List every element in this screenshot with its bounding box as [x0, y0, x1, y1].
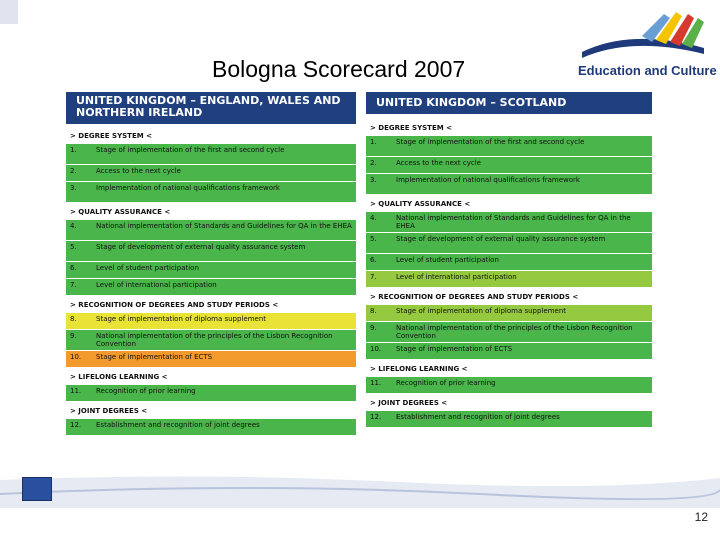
row-text: Stage of implementation of the first and second cycle [96, 146, 285, 154]
row-text: Level of student participation [396, 256, 499, 264]
indicator-row-5 [366, 233, 652, 253]
logo-text: Education and Culture [578, 63, 717, 78]
section-recognition: > RECOGNITION OF DEGREES AND STUDY PERIODS < [70, 301, 279, 309]
section-quality-assurance: > QUALITY ASSURANCE < [70, 208, 171, 216]
row-number: 6. [370, 256, 377, 264]
indicator-row-2 [66, 165, 356, 181]
row-text: Stage of implementation of diploma supplement [396, 307, 567, 315]
row-text: National implementation of the principles of the Lisbon Recognition Convention [96, 332, 333, 348]
indicator-row-11 [366, 377, 652, 393]
card-header: UNITED KINGDOM – SCOTLAND [366, 92, 652, 114]
row-text: Implementation of national qualifications framework [396, 176, 580, 184]
row-number: 9. [370, 324, 377, 332]
slide-title: Bologna Scorecard 2007 [212, 56, 466, 82]
row-text: Establishment and recognition of joint degrees [396, 413, 560, 421]
section-lifelong-learning: > LIFELONG LEARNING < [370, 365, 468, 373]
row-text: Stage of implementation of ECTS [96, 353, 213, 361]
indicator-row-9 [366, 322, 652, 342]
indicator-row-3 [366, 174, 652, 194]
section-degree-system: > DEGREE SYSTEM < [370, 124, 453, 132]
indicator-row-7 [66, 279, 356, 295]
indicator-row-3 [66, 182, 356, 202]
row-number: 5. [70, 243, 77, 251]
indicator-row-8 [66, 313, 356, 329]
indicator-row-5 [66, 241, 356, 261]
row-number: 4. [70, 222, 77, 230]
row-text: Stage of implementation of diploma supplement [96, 315, 267, 323]
row-text: Access to the next cycle [396, 159, 481, 167]
scorecard-scotland [366, 92, 652, 474]
corner-decoration [0, 0, 18, 24]
row-number: 1. [370, 138, 377, 146]
row-number: 7. [70, 281, 77, 289]
section-joint-degrees: > JOINT DEGREES < [370, 399, 448, 407]
row-number: 9. [70, 332, 77, 340]
row-number: 11. [370, 379, 382, 387]
row-number: 11. [70, 387, 82, 395]
indicator-row-4 [66, 220, 356, 240]
row-number: 8. [370, 307, 377, 315]
indicator-row-7 [366, 271, 652, 287]
indicator-row-12 [66, 419, 356, 435]
row-number: 2. [70, 167, 77, 175]
row-text: Level of international participation [396, 273, 517, 281]
indicator-row-11 [66, 385, 356, 401]
card-header: UNITED KINGDOM – ENGLAND, WALES AND NORTHERN IRELAND [66, 92, 356, 124]
row-text: Level of international participation [96, 281, 217, 289]
page-number: 12 [694, 510, 708, 524]
section-lifelong-learning: > LIFELONG LEARNING < [70, 373, 168, 381]
indicator-row-10 [66, 351, 356, 367]
row-number: 7. [370, 273, 377, 281]
row-number: 3. [70, 184, 77, 192]
footer-wave-band [0, 472, 720, 508]
row-text: Stage of development of external quality assurance system [96, 243, 306, 251]
row-number: 3. [370, 176, 377, 184]
row-number: 10. [70, 353, 82, 361]
section-quality-assurance: > QUALITY ASSURANCE < [370, 200, 471, 208]
indicator-row-6 [66, 262, 356, 278]
indicator-row-10 [366, 343, 652, 359]
row-number: 10. [370, 345, 382, 353]
section-joint-degrees: > JOINT DEGREES < [70, 407, 148, 415]
row-number: 5. [370, 235, 377, 243]
row-text: Establishment and recognition of joint degrees [96, 421, 260, 429]
row-number: 12. [370, 413, 382, 421]
section-recognition: > RECOGNITION OF DEGREES AND STUDY PERIODS < [370, 293, 579, 301]
row-text: Stage of implementation of ECTS [396, 345, 513, 353]
row-text: National implementation of the principles of the Lisbon Recognition Convention [396, 324, 633, 340]
eu-flag-icon [22, 477, 52, 501]
row-text: National implementation of Standards and Guidelines for QA in the EHEA [96, 222, 352, 230]
row-text: Recognition of prior learning [96, 387, 196, 395]
indicator-row-12 [366, 411, 652, 427]
indicator-row-8 [366, 305, 652, 321]
row-number: 2. [370, 159, 377, 167]
row-text: National implementation of Standards and Guidelines for QA in the EHEA [396, 214, 631, 230]
indicator-row-6 [366, 254, 652, 270]
row-number: 1. [70, 146, 77, 154]
row-text: Recognition of prior learning [396, 379, 496, 387]
indicator-row-1 [366, 136, 652, 156]
row-number: 6. [70, 264, 77, 272]
row-text: Access to the next cycle [96, 167, 181, 175]
row-text: Stage of development of external quality assurance system [396, 235, 606, 243]
row-text: Implementation of national qualifications framework [96, 184, 280, 192]
indicator-row-4 [366, 212, 652, 232]
row-text: Stage of implementation of the first and second cycle [396, 138, 585, 146]
row-number: 4. [370, 214, 377, 222]
indicator-row-1 [66, 144, 356, 164]
indicator-row-2 [366, 157, 652, 173]
section-degree-system: > DEGREE SYSTEM < [70, 132, 153, 140]
row-text: Level of student participation [96, 264, 199, 272]
indicator-row-9 [66, 330, 356, 350]
scorecard-england-wales-ni [66, 92, 356, 474]
row-number: 8. [70, 315, 77, 323]
row-number: 12. [70, 421, 82, 429]
